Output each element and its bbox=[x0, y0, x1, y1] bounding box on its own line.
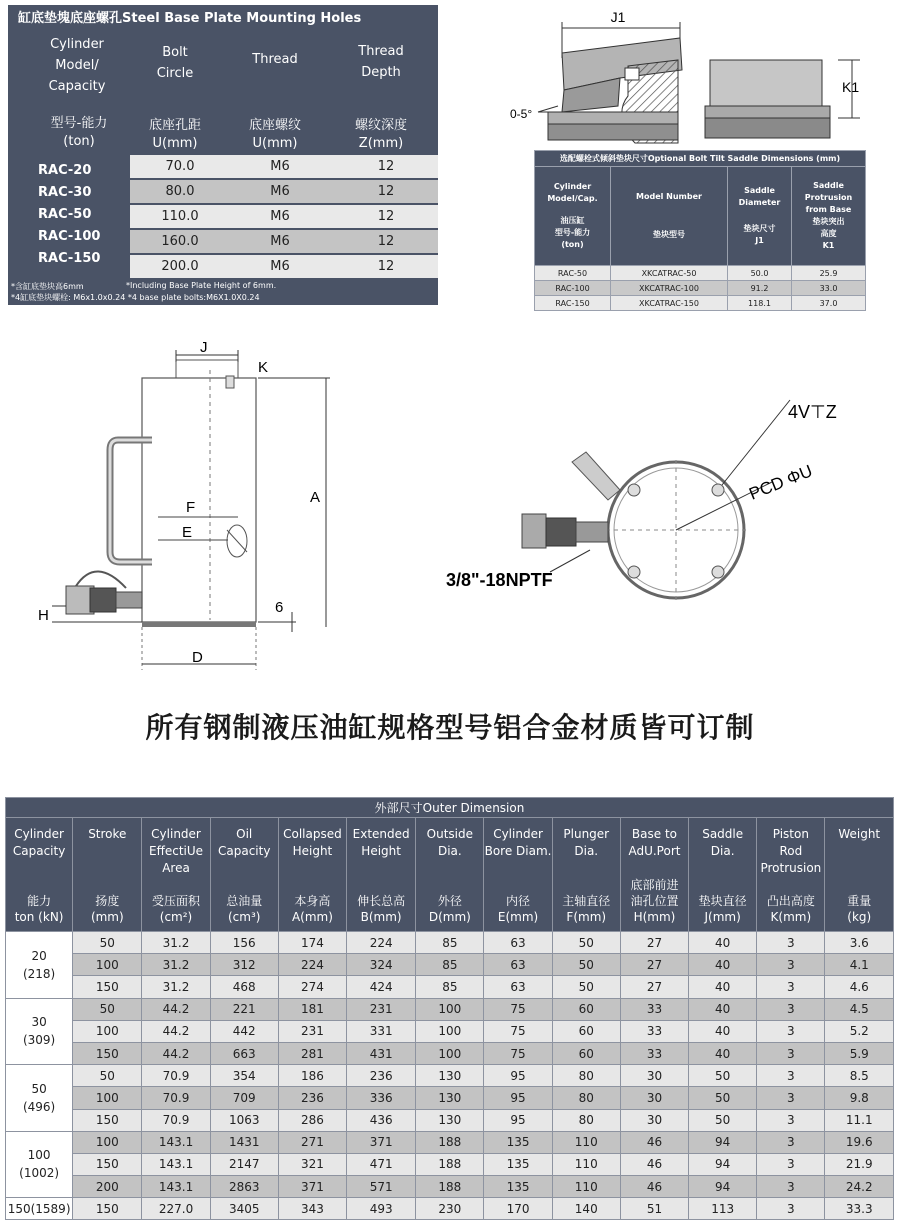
outer-cell: 130 bbox=[416, 1087, 484, 1109]
outer-cell: 40 bbox=[689, 1042, 757, 1064]
outer-cell: 188 bbox=[416, 1131, 484, 1153]
outer-cell: 1063 bbox=[210, 1109, 278, 1131]
outer-cell: 1431 bbox=[210, 1131, 278, 1153]
outer-cell: 371 bbox=[278, 1176, 346, 1198]
outer-cell: 442 bbox=[210, 1020, 278, 1042]
saddle-header-protrusion: Saddle Protrusion from Base 垫块突出 高度 K1 bbox=[792, 167, 866, 266]
outer-cell: 50 bbox=[689, 1087, 757, 1109]
outer-cell: 44.2 bbox=[142, 1020, 210, 1042]
outer-cell: 94 bbox=[689, 1131, 757, 1153]
outer-cell: 336 bbox=[347, 1087, 416, 1109]
outer-cell: 44.2 bbox=[142, 1042, 210, 1064]
d-label: D bbox=[192, 649, 203, 666]
bp-note-1b: *Including Base Plate Height of 6mm. bbox=[126, 281, 277, 290]
outer-cell: 135 bbox=[484, 1176, 552, 1198]
outer-header-cell: Weight 重量 (kg) bbox=[825, 818, 894, 932]
outer-cell: 331 bbox=[347, 1020, 416, 1042]
outer-cell: 5.2 bbox=[825, 1020, 894, 1042]
outer-cell: 60 bbox=[552, 1042, 620, 1064]
outer-cell: 94 bbox=[689, 1153, 757, 1175]
outer-cell: 95 bbox=[484, 1087, 552, 1109]
outer-cell: 30 bbox=[620, 1065, 688, 1087]
outer-cell: 85 bbox=[416, 954, 484, 976]
bp-note-2: *4缸底垫块螺栓: M6x1.0x0.24 *4 base plate bolts:M6X1.0X0.24 bbox=[11, 293, 260, 302]
outer-cell: 3.6 bbox=[825, 932, 894, 954]
outer-cell: 150 bbox=[73, 1198, 142, 1220]
outer-row bbox=[6, 998, 894, 1020]
outer-cell: 3 bbox=[757, 1153, 825, 1175]
a-label: A bbox=[310, 489, 321, 506]
outer-cell: 143.1 bbox=[142, 1131, 210, 1153]
outer-row bbox=[6, 1131, 894, 1153]
outer-cell: 27 bbox=[620, 954, 688, 976]
outer-cell: 11.1 bbox=[825, 1109, 894, 1131]
outer-cell: 100 bbox=[73, 954, 142, 976]
bp-header-model-zh: 型号-能力 (ton) bbox=[50, 116, 108, 149]
outer-cell: 30 bbox=[620, 1087, 688, 1109]
bp-header-model: Cylinder Model/ Capacity bbox=[48, 37, 106, 94]
bp-row bbox=[130, 155, 438, 178]
bp-bolt-circle: 70.0 bbox=[165, 159, 195, 174]
outer-header-cell: Plunger Dia. 主轴直径 F(mm) bbox=[552, 818, 620, 932]
outer-cell: 50 bbox=[552, 954, 620, 976]
outer-cell: 230 bbox=[416, 1198, 484, 1220]
outer-cell: 281 bbox=[278, 1042, 346, 1064]
k-label: K bbox=[258, 359, 269, 376]
bp-row bbox=[130, 255, 438, 278]
outer-cell: 3 bbox=[757, 1176, 825, 1198]
bp-thread: M6 bbox=[270, 184, 290, 199]
outer-cell: 3 bbox=[757, 1087, 825, 1109]
outer-header-cell: Cylinder EffectiUe Area 受压面积 (cm²) bbox=[142, 818, 210, 932]
outer-row bbox=[6, 1198, 894, 1220]
outer-cell: 4.6 bbox=[825, 976, 894, 998]
bp-bolt-circle: 110.0 bbox=[161, 209, 199, 224]
six-label: 6 bbox=[275, 599, 284, 616]
outer-cell: 50 bbox=[689, 1065, 757, 1087]
bp-thread: M6 bbox=[270, 209, 290, 224]
outer-dimension-table bbox=[5, 797, 894, 1220]
outer-cell: 135 bbox=[484, 1153, 552, 1175]
outer-table-caption: 外部尺寸Outer Dimension bbox=[6, 798, 894, 818]
outer-cell: 2147 bbox=[210, 1153, 278, 1175]
outer-cell: 150 bbox=[73, 976, 142, 998]
outer-cell: 95 bbox=[484, 1109, 552, 1131]
outer-cell: 286 bbox=[278, 1109, 346, 1131]
outer-cell: 19.6 bbox=[825, 1131, 894, 1153]
outer-cell: 3 bbox=[757, 976, 825, 998]
outer-row bbox=[6, 954, 894, 976]
saddle-table bbox=[534, 150, 866, 311]
outer-cell: 110 bbox=[552, 1153, 620, 1175]
outer-cell: 110 bbox=[552, 1176, 620, 1198]
outer-cell: 130 bbox=[416, 1065, 484, 1087]
outer-cell: 75 bbox=[484, 1042, 552, 1064]
outer-row bbox=[6, 1042, 894, 1064]
outer-cell: 80 bbox=[552, 1087, 620, 1109]
outer-row bbox=[6, 932, 894, 954]
outer-cell: 100 bbox=[416, 1020, 484, 1042]
outer-cell: 181 bbox=[278, 998, 346, 1020]
outer-cell: 60 bbox=[552, 1020, 620, 1042]
outer-cell: 140 bbox=[552, 1198, 620, 1220]
outer-cell: 3 bbox=[757, 1020, 825, 1042]
outer-header-row bbox=[6, 818, 894, 932]
outer-cell: 188 bbox=[416, 1176, 484, 1198]
outer-cell: 493 bbox=[347, 1198, 416, 1220]
outer-cell: 100 bbox=[73, 1020, 142, 1042]
bp-row bbox=[130, 205, 438, 228]
outer-header-cell: Stroke 扬度 (mm) bbox=[73, 818, 142, 932]
outer-cell: 324 bbox=[347, 954, 416, 976]
capacity-cell: 20 (218) bbox=[6, 932, 73, 999]
outer-cell: 51 bbox=[620, 1198, 688, 1220]
bp-depth: 12 bbox=[377, 209, 395, 224]
outer-row bbox=[6, 1176, 894, 1198]
outer-cell: 50 bbox=[73, 998, 142, 1020]
outer-cell: 224 bbox=[278, 954, 346, 976]
bp-header-thread: Thread bbox=[252, 52, 298, 67]
bp-model-label: RAC-50 bbox=[38, 207, 92, 222]
bp-bolt-circle: 200.0 bbox=[161, 259, 199, 274]
outer-cell: 3 bbox=[757, 1065, 825, 1087]
outer-cell: 571 bbox=[347, 1176, 416, 1198]
outer-cell: 40 bbox=[689, 998, 757, 1020]
base-plate-title: 缸底垫塊底座螺孔Steel Base Plate Mounting Holes bbox=[18, 11, 362, 26]
outer-cell: 3 bbox=[757, 932, 825, 954]
outer-cell: 436 bbox=[347, 1109, 416, 1131]
outer-cell: 3405 bbox=[210, 1198, 278, 1220]
outer-cell: 33.3 bbox=[825, 1198, 894, 1220]
capacity-cell: 100 (1002) bbox=[6, 1131, 73, 1198]
outer-cell: 143.1 bbox=[142, 1176, 210, 1198]
saddle-drawing bbox=[500, 8, 880, 148]
bp-depth: 12 bbox=[377, 259, 395, 274]
cylinder-top-drawing bbox=[440, 390, 880, 600]
outer-header-cell: Base to AdU.Port 底部前进 油孔位置 H(mm) bbox=[620, 818, 688, 932]
outer-row bbox=[6, 1020, 894, 1042]
bp-model-label: RAC-30 bbox=[38, 185, 92, 200]
outer-cell: 40 bbox=[689, 932, 757, 954]
outer-cell: 3 bbox=[757, 1109, 825, 1131]
f-label: F bbox=[186, 499, 196, 516]
saddle-title: 选配螺栓式倾斜垫块尺寸Optional Bolt Tilt Saddle Dimensions (mm) bbox=[535, 151, 866, 167]
e-label: E bbox=[182, 524, 193, 541]
outer-row bbox=[6, 1065, 894, 1087]
outer-cell: 50 bbox=[73, 932, 142, 954]
saddle-row: RAC-150 XKCATRAC-150 118.1 37.0 bbox=[535, 296, 866, 311]
bp-thread: M6 bbox=[270, 259, 290, 274]
outer-cell: 44.2 bbox=[142, 998, 210, 1020]
outer-cell: 471 bbox=[347, 1153, 416, 1175]
outer-cell: 2863 bbox=[210, 1176, 278, 1198]
outer-cell: 3 bbox=[757, 1131, 825, 1153]
outer-cell: 4.1 bbox=[825, 954, 894, 976]
outer-header-cell: Cylinder Bore Diam. 内径 E(mm) bbox=[484, 818, 552, 932]
outer-cell: 63 bbox=[484, 954, 552, 976]
saddle-header-number: Model Number 垫块型号 bbox=[611, 167, 728, 266]
customization-heading: 所有钢制液压油缸规格型号铝合金材质皆可订制 bbox=[145, 711, 755, 744]
outer-row bbox=[6, 1109, 894, 1131]
outer-cell: 75 bbox=[484, 998, 552, 1020]
outer-cell: 27 bbox=[620, 932, 688, 954]
outer-cell: 468 bbox=[210, 976, 278, 998]
outer-cell: 274 bbox=[278, 976, 346, 998]
outer-cell: 321 bbox=[278, 1153, 346, 1175]
bp-row bbox=[130, 230, 438, 253]
outer-cell: 100 bbox=[416, 1042, 484, 1064]
outer-cell: 31.2 bbox=[142, 976, 210, 998]
capacity-cell: 50 (496) bbox=[6, 1065, 73, 1132]
outer-cell: 30 bbox=[620, 1109, 688, 1131]
outer-cell: 46 bbox=[620, 1131, 688, 1153]
outer-cell: 3 bbox=[757, 954, 825, 976]
outer-cell: 174 bbox=[278, 932, 346, 954]
saddle-header-diameter: Saddle Diameter 垫块尺寸 J1 bbox=[728, 167, 792, 266]
outer-cell: 224 bbox=[347, 932, 416, 954]
outer-cell: 100 bbox=[73, 1131, 142, 1153]
outer-cell: 94 bbox=[689, 1176, 757, 1198]
k1-label: K1 bbox=[842, 79, 860, 95]
outer-cell: 110 bbox=[552, 1131, 620, 1153]
outer-cell: 50 bbox=[73, 1065, 142, 1087]
outer-cell: 113 bbox=[689, 1198, 757, 1220]
bp-header-bolt-circle: Bolt Circle bbox=[156, 45, 194, 81]
outer-cell: 3 bbox=[757, 1198, 825, 1220]
outer-cell: 70.9 bbox=[142, 1109, 210, 1131]
outer-row bbox=[6, 1153, 894, 1175]
outer-cell: 343 bbox=[278, 1198, 346, 1220]
outer-cell: 663 bbox=[210, 1042, 278, 1064]
outer-cell: 70.9 bbox=[142, 1065, 210, 1087]
outer-cell: 40 bbox=[689, 976, 757, 998]
bp-thread: M6 bbox=[270, 159, 290, 174]
cylinder-side-drawing bbox=[30, 330, 350, 680]
outer-cell: 200 bbox=[73, 1176, 142, 1198]
outer-header-cell: Oil Capacity 总油量 (cm³) bbox=[210, 818, 278, 932]
outer-cell: 85 bbox=[416, 932, 484, 954]
outer-cell: 3 bbox=[757, 1042, 825, 1064]
outer-cell: 130 bbox=[416, 1109, 484, 1131]
outer-cell: 354 bbox=[210, 1065, 278, 1087]
saddle-row: RAC-100 XKCATRAC-100 91.2 33.0 bbox=[535, 281, 866, 296]
outer-cell: 21.9 bbox=[825, 1153, 894, 1175]
outer-cell: 424 bbox=[347, 976, 416, 998]
outer-header-cell: Collapsed Height 本身高 A(mm) bbox=[278, 818, 346, 932]
base-plate-table bbox=[8, 5, 438, 305]
bp-header-thread-depth-zh: 螺纹深度 Z(mm) bbox=[354, 118, 407, 151]
outer-row bbox=[6, 976, 894, 998]
outer-cell: 63 bbox=[484, 976, 552, 998]
outer-cell: 31.2 bbox=[142, 954, 210, 976]
outer-cell: 236 bbox=[347, 1065, 416, 1087]
outer-header-cell: Outside Dia. 外径 D(mm) bbox=[416, 818, 484, 932]
outer-cell: 143.1 bbox=[142, 1153, 210, 1175]
saddle-header-model: Cylinder Model/Cap. 油压缸 型号-能力 (ton) bbox=[535, 167, 611, 266]
bp-depth: 12 bbox=[377, 159, 395, 174]
outer-cell: 50 bbox=[552, 932, 620, 954]
outer-cell: 231 bbox=[278, 1020, 346, 1042]
outer-cell: 50 bbox=[552, 976, 620, 998]
outer-cell: 8.5 bbox=[825, 1065, 894, 1087]
bolt-spec-label: 4V⊤Z bbox=[788, 402, 837, 422]
bp-bolt-circle: 80.0 bbox=[165, 184, 195, 199]
outer-cell: 75 bbox=[484, 1020, 552, 1042]
bp-row bbox=[130, 180, 438, 203]
outer-cell: 5.9 bbox=[825, 1042, 894, 1064]
bp-model-label: RAC-20 bbox=[38, 163, 92, 178]
bp-header-thread-depth: Thread Depth bbox=[358, 44, 404, 80]
outer-cell: 33 bbox=[620, 1042, 688, 1064]
bp-header-thread-zh: 底座螺纹 U(mm) bbox=[248, 118, 301, 151]
outer-cell: 236 bbox=[278, 1087, 346, 1109]
outer-cell: 63 bbox=[484, 932, 552, 954]
outer-cell: 150 bbox=[73, 1042, 142, 1064]
outer-cell: 4.5 bbox=[825, 998, 894, 1020]
outer-cell: 150 bbox=[73, 1109, 142, 1131]
bp-note-1a: *含缸底垫块高6mm bbox=[11, 282, 84, 291]
j1-label: J1 bbox=[610, 9, 626, 25]
outer-header-cell: Cylinder Capacity 能力 ton (kN) bbox=[6, 818, 73, 932]
capacity-cell: 150(1589) bbox=[6, 1198, 73, 1220]
outer-cell: 50 bbox=[689, 1109, 757, 1131]
outer-cell: 33 bbox=[620, 998, 688, 1020]
outer-header-cell: Piston Rod Protrusion 凸出高度 K(mm) bbox=[757, 818, 825, 932]
outer-cell: 188 bbox=[416, 1153, 484, 1175]
bp-bolt-circle: 160.0 bbox=[161, 234, 199, 249]
outer-cell: 227.0 bbox=[142, 1198, 210, 1220]
outer-cell: 150 bbox=[73, 1153, 142, 1175]
outer-cell: 3 bbox=[757, 998, 825, 1020]
outer-cell: 312 bbox=[210, 954, 278, 976]
outer-cell: 271 bbox=[278, 1131, 346, 1153]
port-label: 3/8"-18NPTF bbox=[446, 570, 553, 590]
outer-header-cell: Extended Height 伸长总高 B(mm) bbox=[347, 818, 416, 932]
outer-cell: 100 bbox=[416, 998, 484, 1020]
outer-header-cell: Saddle Dia. 垫块直径 J(mm) bbox=[689, 818, 757, 932]
outer-cell: 135 bbox=[484, 1131, 552, 1153]
pcd-label: PCD ΦU bbox=[746, 461, 816, 504]
outer-cell: 46 bbox=[620, 1153, 688, 1175]
bp-depth: 12 bbox=[377, 184, 395, 199]
outer-cell: 431 bbox=[347, 1042, 416, 1064]
bp-header-bolt-circle-zh: 底座孔距 U(mm) bbox=[148, 118, 201, 151]
j-label: J bbox=[200, 339, 208, 356]
outer-cell: 170 bbox=[484, 1198, 552, 1220]
outer-cell: 9.8 bbox=[825, 1087, 894, 1109]
outer-cell: 186 bbox=[278, 1065, 346, 1087]
bp-thread: M6 bbox=[270, 234, 290, 249]
outer-cell: 60 bbox=[552, 998, 620, 1020]
outer-cell: 46 bbox=[620, 1176, 688, 1198]
h-label: H bbox=[38, 607, 49, 624]
outer-cell: 85 bbox=[416, 976, 484, 998]
outer-cell: 371 bbox=[347, 1131, 416, 1153]
capacity-cell: 30 (309) bbox=[6, 998, 73, 1065]
outer-cell: 80 bbox=[552, 1065, 620, 1087]
outer-row bbox=[6, 1087, 894, 1109]
bp-depth: 12 bbox=[377, 234, 395, 249]
outer-cell: 24.2 bbox=[825, 1176, 894, 1198]
outer-cell: 231 bbox=[347, 998, 416, 1020]
outer-cell: 221 bbox=[210, 998, 278, 1020]
tilt-label: 0-5° bbox=[510, 107, 533, 121]
outer-cell: 156 bbox=[210, 932, 278, 954]
outer-cell: 709 bbox=[210, 1087, 278, 1109]
outer-cell: 27 bbox=[620, 976, 688, 998]
outer-cell: 80 bbox=[552, 1109, 620, 1131]
outer-cell: 95 bbox=[484, 1065, 552, 1087]
outer-cell: 70.9 bbox=[142, 1087, 210, 1109]
outer-cell: 40 bbox=[689, 1020, 757, 1042]
bp-model-label: RAC-100 bbox=[38, 229, 101, 244]
outer-cell: 40 bbox=[689, 954, 757, 976]
bp-model-label: RAC-150 bbox=[38, 251, 101, 266]
outer-cell: 31.2 bbox=[142, 932, 210, 954]
outer-cell: 100 bbox=[73, 1087, 142, 1109]
outer-cell: 33 bbox=[620, 1020, 688, 1042]
saddle-row: RAC-50 XKCATRAC-50 50.0 25.9 bbox=[535, 266, 866, 281]
